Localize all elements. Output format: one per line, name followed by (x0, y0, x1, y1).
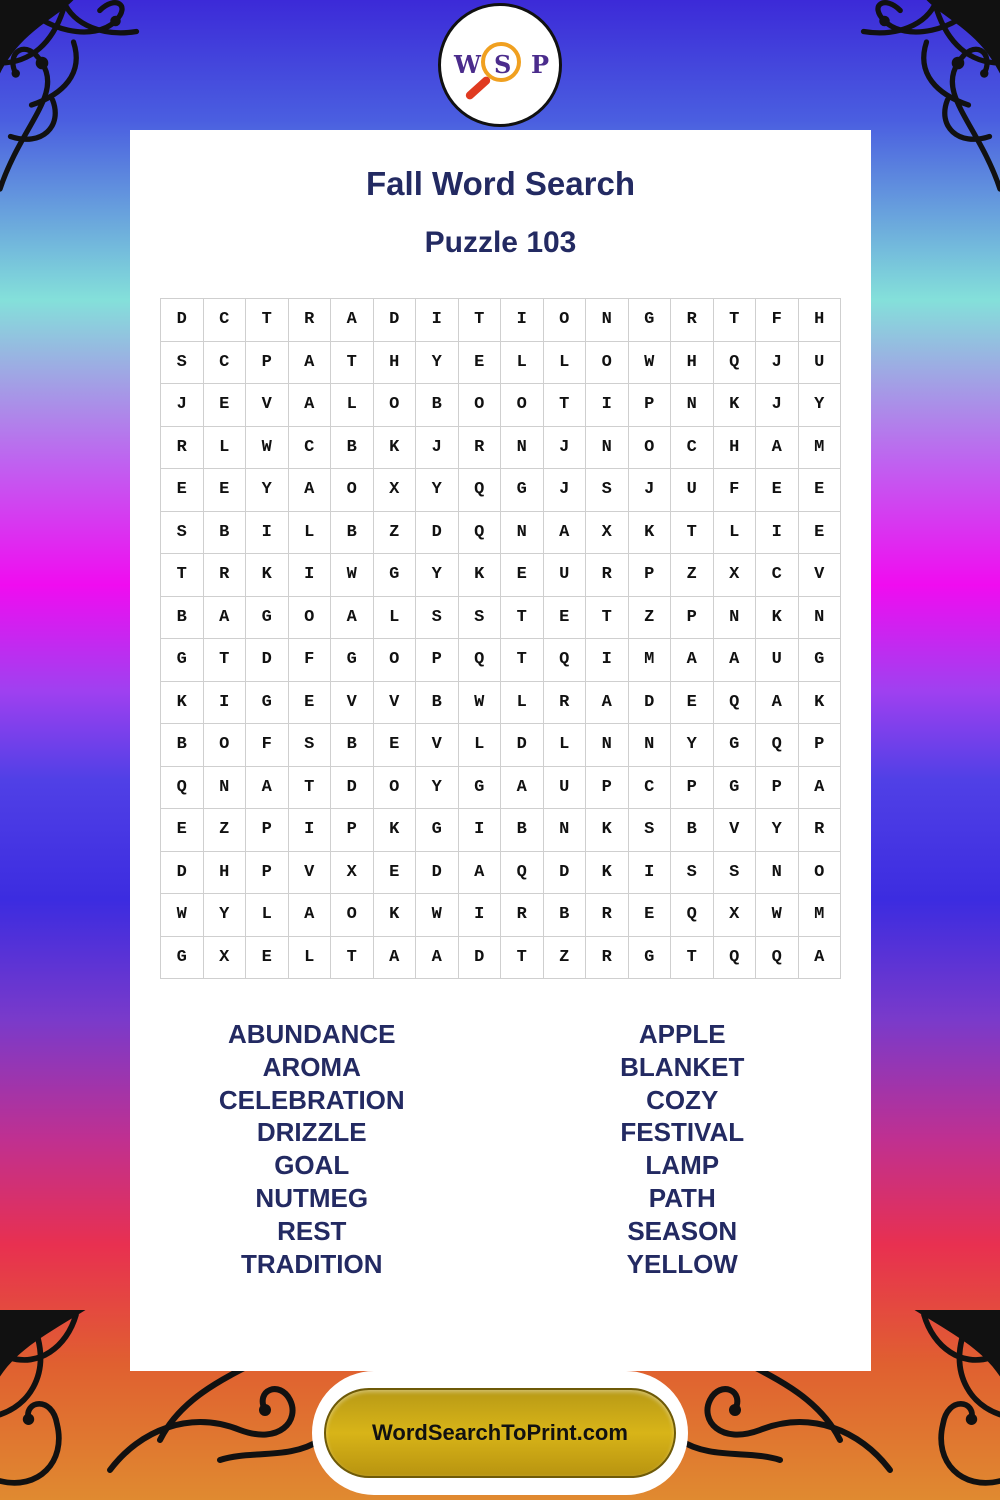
grid-cell[interactable]: K (586, 852, 629, 895)
grid-cell[interactable]: I (416, 299, 459, 342)
grid-cell[interactable]: I (459, 894, 502, 937)
grid-cell[interactable]: F (246, 724, 289, 767)
grid-cell[interactable]: O (799, 852, 842, 895)
grid-cell[interactable]: S (416, 597, 459, 640)
grid-cell[interactable]: T (714, 299, 757, 342)
puzzle-number: Puzzle 103 (424, 226, 577, 259)
grid-cell[interactable]: X (331, 852, 374, 895)
grid-cell[interactable]: Y (416, 469, 459, 512)
grid-cell[interactable]: L (331, 384, 374, 427)
word-item: AROMA (262, 1051, 361, 1082)
grid-cell[interactable]: L (544, 342, 587, 385)
grid-cell[interactable]: F (756, 299, 799, 342)
grid-cell[interactable]: S (289, 724, 332, 767)
grid-cell[interactable]: N (586, 427, 629, 470)
grid-cell[interactable]: V (416, 724, 459, 767)
grid-cell[interactable]: Q (459, 512, 502, 555)
grid-cell[interactable]: R (799, 809, 842, 852)
grid-cell[interactable]: U (799, 342, 842, 385)
grid-cell[interactable]: A (416, 937, 459, 980)
grid-cell[interactable]: W (459, 682, 502, 725)
grid-cell[interactable]: W (161, 894, 204, 937)
grid-cell[interactable]: I (246, 512, 289, 555)
grid-cell[interactable]: A (501, 767, 544, 810)
grid-cell[interactable]: V (799, 554, 842, 597)
grid-cell[interactable]: A (246, 767, 289, 810)
grid-cell[interactable]: L (246, 894, 289, 937)
grid-cell[interactable]: O (331, 469, 374, 512)
grid-cell[interactable]: T (246, 299, 289, 342)
grid-cell[interactable]: O (374, 384, 417, 427)
grid-cell[interactable]: P (629, 554, 672, 597)
grid-cell[interactable]: E (756, 469, 799, 512)
logo-letter-s: S (494, 50, 512, 79)
grid-cell[interactable]: E (246, 937, 289, 980)
grid-cell[interactable]: W (416, 894, 459, 937)
grid-cell[interactable]: X (374, 469, 417, 512)
grid-cell[interactable]: D (161, 852, 204, 895)
grid-cell[interactable]: L (544, 724, 587, 767)
grid-cell[interactable]: N (501, 427, 544, 470)
grid-cell[interactable]: Y (799, 384, 842, 427)
grid-cell[interactable]: Q (501, 852, 544, 895)
grid-cell[interactable]: B (331, 427, 374, 470)
grid-cell[interactable]: S (161, 512, 204, 555)
grid-cell[interactable]: A (544, 512, 587, 555)
grid-cell[interactable]: Q (459, 469, 502, 512)
word-item: PATH (648, 1182, 716, 1213)
grid-cell[interactable]: D (501, 724, 544, 767)
grid-cell[interactable]: F (289, 639, 332, 682)
grid-cell[interactable]: E (544, 597, 587, 640)
grid-cell[interactable]: Z (629, 597, 672, 640)
grid-cell[interactable]: Z (374, 512, 417, 555)
grid-cell[interactable]: M (799, 427, 842, 470)
puzzle-sheet (130, 130, 871, 1371)
grid-cell[interactable]: S (161, 342, 204, 385)
grid-cell[interactable]: K (756, 597, 799, 640)
word-item: NUTMEG (255, 1182, 369, 1213)
grid-cell[interactable]: Z (204, 809, 247, 852)
grid-cell[interactable]: L (714, 512, 757, 555)
grid-cell[interactable]: T (204, 639, 247, 682)
grid-cell[interactable]: E (501, 554, 544, 597)
grid-cell[interactable]: C (204, 342, 247, 385)
grid-cell[interactable]: N (501, 512, 544, 555)
grid-cell[interactable]: Y (416, 342, 459, 385)
grid-cell[interactable]: D (161, 299, 204, 342)
grid-cell[interactable]: A (204, 597, 247, 640)
grid-cell[interactable]: I (289, 554, 332, 597)
grid-cell[interactable]: V (714, 809, 757, 852)
grid-cell[interactable]: A (586, 682, 629, 725)
grid-cell[interactable]: W (756, 894, 799, 937)
logo-letter-p: P (531, 50, 550, 79)
grid-cell[interactable]: A (756, 427, 799, 470)
grid-cell[interactable]: D (374, 299, 417, 342)
grid-cell[interactable]: F (714, 469, 757, 512)
grid-cell[interactable]: H (204, 852, 247, 895)
grid-cell[interactable]: T (459, 299, 502, 342)
grid-cell[interactable]: X (714, 554, 757, 597)
grid-cell[interactable]: N (204, 767, 247, 810)
grid-cell[interactable]: Z (544, 937, 587, 980)
grid-cell[interactable]: G (374, 554, 417, 597)
grid-cell[interactable]: G (501, 469, 544, 512)
grid-cell[interactable]: J (756, 342, 799, 385)
grid-cell[interactable]: D (544, 852, 587, 895)
word-item: COZY (646, 1084, 719, 1115)
grid-cell[interactable]: L (374, 597, 417, 640)
grid-cell[interactable]: A (799, 767, 842, 810)
grid-cell[interactable]: G (799, 639, 842, 682)
grid-cell[interactable]: W (331, 554, 374, 597)
letter-grid (160, 298, 841, 979)
grid-cell[interactable]: P (416, 639, 459, 682)
grid-cell[interactable]: J (629, 469, 672, 512)
grid-cell[interactable]: P (246, 342, 289, 385)
grid-cell[interactable]: K (374, 427, 417, 470)
grid-cell[interactable]: G (714, 767, 757, 810)
grid-cell[interactable]: D (416, 512, 459, 555)
grid-cell[interactable]: E (289, 682, 332, 725)
grid-cell[interactable]: P (671, 597, 714, 640)
grid-cell[interactable]: V (246, 384, 289, 427)
grid-cell[interactable]: Q (714, 937, 757, 980)
grid-cell[interactable]: Q (756, 724, 799, 767)
word-list (130, 1018, 871, 1280)
grid-cell[interactable]: T (331, 937, 374, 980)
grid-cell[interactable]: B (416, 682, 459, 725)
word-item: REST (277, 1215, 347, 1246)
word-item: APPLE (638, 1019, 726, 1049)
grid-cell[interactable]: E (161, 809, 204, 852)
grid-cell[interactable]: S (629, 809, 672, 852)
grid-cell[interactable]: K (374, 809, 417, 852)
grid-cell[interactable]: Y (671, 724, 714, 767)
grid-cell[interactable]: X (714, 894, 757, 937)
grid-cell[interactable]: G (629, 299, 672, 342)
grid-cell[interactable]: R (501, 894, 544, 937)
grid-cell[interactable]: H (671, 342, 714, 385)
grid-cell[interactable]: P (246, 852, 289, 895)
grid-cell[interactable]: K (714, 384, 757, 427)
grid-cell[interactable]: T (501, 639, 544, 682)
grid-cell[interactable]: R (544, 682, 587, 725)
page-title: Fall Word Search (366, 165, 635, 202)
grid-cell[interactable]: K (459, 554, 502, 597)
word-item: SEASON (627, 1215, 738, 1246)
grid-cell[interactable]: N (756, 852, 799, 895)
grid-cell[interactable]: E (459, 342, 502, 385)
grid-cell[interactable]: O (289, 597, 332, 640)
grid-cell[interactable]: G (161, 639, 204, 682)
grid-cell[interactable]: J (544, 469, 587, 512)
grid-cell[interactable]: X (586, 512, 629, 555)
grid-cell[interactable]: X (204, 937, 247, 980)
word-item: YELLOW (626, 1248, 738, 1279)
grid-cell[interactable]: K (161, 682, 204, 725)
grid-cell[interactable]: A (289, 894, 332, 937)
grid-cell[interactable]: A (331, 597, 374, 640)
grid-cell[interactable]: U (671, 469, 714, 512)
grid-cell[interactable]: E (161, 469, 204, 512)
grid-cell[interactable]: O (374, 639, 417, 682)
grid-cell[interactable]: B (204, 512, 247, 555)
grid-cell[interactable]: B (416, 384, 459, 427)
grid-cell[interactable]: H (714, 427, 757, 470)
grid-cell[interactable]: N (799, 597, 842, 640)
grid-cell[interactable]: P (629, 384, 672, 427)
grid-cell[interactable]: N (714, 597, 757, 640)
grid-cell[interactable]: C (629, 767, 672, 810)
grid-cell[interactable]: B (671, 809, 714, 852)
grid-cell[interactable]: M (799, 894, 842, 937)
grid-cell[interactable]: I (501, 299, 544, 342)
grid-cell[interactable]: Y (416, 554, 459, 597)
grid-cell[interactable]: B (501, 809, 544, 852)
grid-cell[interactable]: O (204, 724, 247, 767)
grid-cell[interactable]: S (714, 852, 757, 895)
website-link-button[interactable]: WordSearchToPrint.com (324, 1388, 676, 1478)
grid-cell[interactable]: W (246, 427, 289, 470)
grid-cell[interactable]: T (161, 554, 204, 597)
word-item: BLANKET (620, 1051, 745, 1082)
grid-cell[interactable]: U (544, 767, 587, 810)
grid-cell[interactable]: N (629, 724, 672, 767)
grid-cell[interactable]: O (501, 384, 544, 427)
grid-cell[interactable]: K (586, 809, 629, 852)
word-item: TRADITION (240, 1248, 383, 1279)
word-item: CELEBRATION (218, 1084, 405, 1115)
grid-cell[interactable]: G (246, 597, 289, 640)
grid-cell[interactable]: Y (756, 809, 799, 852)
grid-cell[interactable]: R (289, 299, 332, 342)
grid-cell[interactable]: I (204, 682, 247, 725)
word-item: ABUNDANCE (227, 1019, 396, 1049)
grid-cell[interactable]: A (374, 937, 417, 980)
grid-cell[interactable]: B (161, 724, 204, 767)
grid-cell[interactable]: V (289, 852, 332, 895)
grid-cell[interactable]: G (416, 809, 459, 852)
grid-cell[interactable]: P (671, 767, 714, 810)
grid-cell[interactable]: T (586, 597, 629, 640)
grid-cell[interactable]: Q (459, 639, 502, 682)
grid-cell[interactable]: Y (204, 894, 247, 937)
grid-cell[interactable]: T (501, 597, 544, 640)
grid-cell[interactable]: Q (714, 342, 757, 385)
grid-cell[interactable]: O (629, 427, 672, 470)
word-item: LAMP (645, 1150, 720, 1181)
grid-cell[interactable]: R (161, 427, 204, 470)
grid-cell[interactable]: M (629, 639, 672, 682)
grid-cell[interactable]: I (629, 852, 672, 895)
grid-cell[interactable]: R (586, 937, 629, 980)
grid-cell[interactable]: Y (246, 469, 289, 512)
grid-cell[interactable]: I (289, 809, 332, 852)
grid-cell[interactable]: G (331, 639, 374, 682)
grid-cell[interactable]: B (544, 894, 587, 937)
grid-cell[interactable]: P (331, 809, 374, 852)
grid-cell[interactable]: S (671, 852, 714, 895)
grid-cell[interactable]: R (586, 894, 629, 937)
grid-cell[interactable]: A (289, 384, 332, 427)
grid-cell[interactable]: I (459, 809, 502, 852)
word-list-left (130, 1018, 494, 1280)
grid-cell[interactable]: K (374, 894, 417, 937)
grid-cell[interactable]: A (714, 639, 757, 682)
grid-cell[interactable]: U (756, 639, 799, 682)
grid-cell[interactable]: J (756, 384, 799, 427)
grid-cell[interactable]: O (459, 384, 502, 427)
grid-cell[interactable]: L (501, 342, 544, 385)
grid-cell[interactable]: E (799, 512, 842, 555)
grid-cell[interactable]: Y (416, 767, 459, 810)
grid-cell[interactable]: P (756, 767, 799, 810)
grid-cell[interactable]: D (629, 682, 672, 725)
grid-cell[interactable]: O (374, 767, 417, 810)
grid-cell[interactable]: P (586, 767, 629, 810)
grid-cell[interactable]: N (544, 809, 587, 852)
grid-cell[interactable]: R (671, 299, 714, 342)
grid-cell[interactable]: T (544, 384, 587, 427)
grid-cell[interactable]: A (671, 639, 714, 682)
grid-cell[interactable]: T (671, 512, 714, 555)
wsp-logo[interactable] (438, 3, 562, 127)
grid-cell[interactable]: O (544, 299, 587, 342)
grid-cell[interactable]: C (289, 427, 332, 470)
grid-cell[interactable]: A (799, 937, 842, 980)
grid-cell[interactable]: G (714, 724, 757, 767)
word-item: DRIZZLE (256, 1117, 367, 1148)
grid-cell[interactable]: E (629, 894, 672, 937)
grid-cell[interactable]: A (331, 299, 374, 342)
grid-cell[interactable]: N (586, 299, 629, 342)
grid-cell[interactable]: W (629, 342, 672, 385)
grid-cell[interactable]: B (331, 512, 374, 555)
word-list-right (494, 1018, 871, 1280)
grid-cell[interactable]: G (161, 937, 204, 980)
grid-cell[interactable]: P (246, 809, 289, 852)
grid-cell[interactable]: C (204, 299, 247, 342)
grid-cell[interactable]: V (331, 682, 374, 725)
grid-cell[interactable]: L (459, 724, 502, 767)
grid-cell[interactable]: G (459, 767, 502, 810)
grid-cell[interactable]: L (501, 682, 544, 725)
grid-cell[interactable]: D (246, 639, 289, 682)
grid-cell[interactable]: K (629, 512, 672, 555)
grid-cell[interactable]: A (756, 682, 799, 725)
grid-cell[interactable]: S (586, 469, 629, 512)
grid-cell[interactable]: E (671, 682, 714, 725)
grid-cell[interactable]: R (586, 554, 629, 597)
grid-cell[interactable]: B (331, 724, 374, 767)
grid-cell[interactable]: H (799, 299, 842, 342)
grid-cell[interactable]: I (586, 639, 629, 682)
grid-cell[interactable]: A (289, 469, 332, 512)
logo-letter-w: W (454, 50, 481, 79)
grid-cell[interactable]: T (331, 342, 374, 385)
grid-cell[interactable]: K (799, 682, 842, 725)
grid-cell[interactable]: S (459, 597, 502, 640)
grid-cell[interactable]: K (246, 554, 289, 597)
grid-cell[interactable]: E (374, 724, 417, 767)
grid-cell[interactable]: J (161, 384, 204, 427)
grid-cell[interactable]: V (374, 682, 417, 725)
grid-cell[interactable]: L (204, 427, 247, 470)
grid-cell[interactable]: Z (671, 554, 714, 597)
grid-cell[interactable]: Q (714, 682, 757, 725)
grid-cell[interactable]: T (289, 767, 332, 810)
grid-cell[interactable]: T (501, 937, 544, 980)
grid-cell[interactable]: U (544, 554, 587, 597)
grid-cell[interactable]: L (289, 512, 332, 555)
word-item: GOAL (274, 1150, 350, 1181)
grid-cell[interactable]: Q (671, 894, 714, 937)
grid-cell[interactable]: A (459, 852, 502, 895)
grid-cell[interactable]: D (459, 937, 502, 980)
grid-cell[interactable]: N (671, 384, 714, 427)
grid-cell[interactable]: E (204, 384, 247, 427)
grid-cell[interactable]: N (586, 724, 629, 767)
grid-cell[interactable]: D (331, 767, 374, 810)
grid-cell[interactable]: Q (161, 767, 204, 810)
grid-cell[interactable]: A (289, 342, 332, 385)
grid-cell[interactable]: R (459, 427, 502, 470)
grid-cell[interactable]: E (374, 852, 417, 895)
grid-cell[interactable]: I (756, 512, 799, 555)
grid-cell[interactable]: T (671, 937, 714, 980)
grid-cell[interactable]: Q (544, 639, 587, 682)
grid-cell[interactable]: D (416, 852, 459, 895)
grid-cell[interactable]: Q (756, 937, 799, 980)
grid-cell[interactable]: J (544, 427, 587, 470)
grid-cell[interactable]: E (204, 469, 247, 512)
grid-cell[interactable]: O (331, 894, 374, 937)
grid-cell[interactable]: L (289, 937, 332, 980)
grid-cell[interactable]: G (629, 937, 672, 980)
grid-cell[interactable]: J (416, 427, 459, 470)
grid-cell[interactable]: B (161, 597, 204, 640)
grid-cell[interactable]: O (586, 342, 629, 385)
grid-cell[interactable]: R (204, 554, 247, 597)
grid-cell[interactable]: E (799, 469, 842, 512)
word-item: FESTIVAL (620, 1117, 745, 1148)
grid-cell[interactable]: P (799, 724, 842, 767)
grid-cell[interactable]: C (671, 427, 714, 470)
grid-cell[interactable]: G (246, 682, 289, 725)
grid-cell[interactable]: C (756, 554, 799, 597)
grid-cell[interactable]: H (374, 342, 417, 385)
grid-cell[interactable]: I (586, 384, 629, 427)
